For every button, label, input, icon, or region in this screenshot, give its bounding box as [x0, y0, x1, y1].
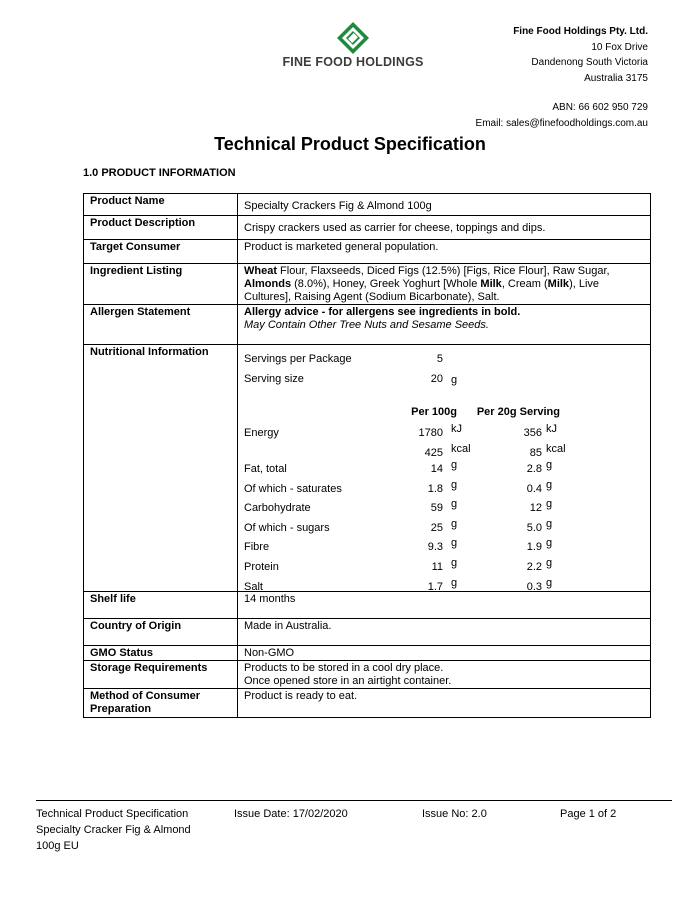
footer-issue-no: Issue No: 2.0: [422, 808, 487, 820]
nutrient-label: Fat, total: [244, 463, 287, 475]
nutrient-per-serving-unit: g: [546, 518, 553, 530]
nutrient-per100-unit: g: [451, 557, 458, 569]
logo-text: FINE FOOD HOLDINGS: [282, 55, 424, 69]
footer-doc-title: Technical Product Specification: [36, 808, 189, 820]
ingredient-text: (8.0%), Honey, Greek Yoghurt [Whole: [291, 278, 481, 290]
servings-value: 5: [436, 353, 443, 365]
energy-kj-unit: kJ: [451, 423, 462, 435]
table-row: [84, 689, 651, 718]
nutrient-per100-value: 11: [431, 561, 443, 573]
serving-size-unit: g: [451, 374, 458, 386]
serving-size-value: 20: [430, 373, 443, 385]
shelf-life-value: 14 months: [238, 592, 651, 619]
company-abn: ABN: 66 602 950 729: [552, 102, 648, 113]
nutrient-per100-unit: g: [451, 498, 458, 510]
footer-page-number: Page 1 of 2: [560, 808, 617, 820]
company-address-block: [476, 24, 648, 131]
nutrient-per-serving-value: 2.8: [526, 463, 542, 475]
energy-kcal-unit: kcal: [451, 443, 471, 455]
allergen-ingredient: Almonds: [244, 278, 292, 290]
nutrient-label: Protein: [244, 561, 279, 573]
nutrient-per100-value: 1.7: [427, 581, 443, 593]
allergen-ingredient: Wheat: [244, 265, 277, 277]
nutrient-per-serving-unit: g: [546, 537, 553, 549]
allergen-advice: Allergy advice - for allergens see ingredients in bold.: [244, 306, 521, 318]
row-label: Method of Consumer Preparation: [84, 689, 238, 718]
table-row: [84, 619, 651, 646]
nutrient-per100-value: 14: [430, 463, 443, 475]
table-row: [84, 305, 651, 345]
nutrient-per-serving-value: 5.0: [526, 522, 542, 534]
nutrient-per100-unit: g: [451, 479, 458, 491]
footer-product-line: Specialty Cracker Fig & Almond: [36, 824, 191, 836]
table-row: [84, 646, 651, 661]
nutrient-per100-value: 59: [430, 502, 443, 514]
table-row: [84, 661, 651, 689]
address-line: Dandenong South Victoria: [531, 57, 648, 68]
nutrient-per-serving-value: 12: [529, 502, 542, 514]
row-label: GMO Status: [84, 646, 238, 661]
energy-kj-per-serving: 356: [523, 427, 542, 439]
nutrient-per-serving-unit: g: [546, 459, 553, 471]
description-value: Crispy crackers used as carrier for cheese, toppings and dips.: [238, 216, 651, 240]
product-name-value: Specialty Crackers Fig & Almond 100g: [238, 194, 651, 216]
row-label: Shelf life: [84, 592, 238, 619]
ingredient-text: , Cream (: [501, 278, 548, 290]
table-row: [84, 264, 651, 305]
nutrient-per-serving-value: 0.4: [526, 483, 542, 495]
nutrient-per-serving-unit: g: [546, 498, 553, 510]
ingredient-text: ), Live Cultures], Raising Agent (Sodium Bicarbonate), Salt.: [244, 278, 600, 303]
nutrient-per100-value: 25: [430, 522, 443, 534]
col-header-per-serving: Per 20g Serving: [476, 406, 560, 418]
nutrient-per100-unit: g: [451, 518, 458, 530]
company-name: Fine Food Holdings Pty. Ltd.: [513, 26, 648, 37]
col-header-per100: Per 100g: [411, 406, 457, 418]
table-row: [84, 240, 651, 264]
nutrient-label: Of which - sugars: [244, 522, 330, 534]
table-row: [84, 345, 651, 592]
nutrient-per-serving-value: 1.9: [526, 541, 542, 553]
serving-size-label: Serving size: [244, 373, 304, 385]
table-row: [84, 216, 651, 240]
spec-table: [83, 193, 651, 718]
allergen-ingredient: Milk: [480, 278, 502, 290]
footer-product-line: 100g EU: [36, 840, 79, 852]
allergen-value: [238, 305, 651, 345]
address-line: 10 Fox Drive: [591, 41, 648, 53]
row-label: Ingredient Listing: [84, 264, 238, 305]
nutrient-per100-value: 9.3: [427, 541, 443, 553]
table-row: [84, 194, 651, 216]
row-label: Storage Requirements: [84, 661, 238, 689]
servings-label: Servings per Package: [244, 353, 352, 365]
nutrient-per-serving-value: 0.3: [526, 581, 542, 593]
footer-divider: [36, 800, 672, 801]
row-label: Product Description: [84, 216, 238, 240]
footer-issue-date: Issue Date: 17/02/2020: [234, 808, 348, 820]
nutrition-panel-cell: [238, 345, 651, 592]
nutrient-per100-unit: g: [451, 537, 458, 549]
target-value: Product is marketed general population.: [238, 240, 651, 264]
storage-line: Products to be stored in a cool dry place.: [244, 662, 444, 674]
allergen-ingredient: Milk: [547, 278, 570, 290]
allergen-may-contain: May Contain Other Tree Nuts and Sesame Seeds.: [244, 319, 489, 331]
row-label: Nutritional Information: [84, 345, 238, 592]
row-label: Product Name: [84, 194, 238, 216]
diamond-logo-icon: [333, 22, 373, 54]
company-email: Email: sales@finefoodholdings.com.au: [475, 117, 648, 129]
nutrient-label: Of which - saturates: [244, 483, 342, 495]
row-label: Target Consumer: [84, 240, 238, 264]
company-logo: [278, 22, 428, 70]
energy-label: Energy: [244, 427, 279, 439]
nutrient-label: Salt: [244, 581, 263, 593]
nutrient-per-serving-unit: g: [546, 479, 553, 491]
prep-value: Product is ready to eat.: [238, 689, 651, 718]
storage-value: [238, 661, 651, 689]
nutrient-label: Carbohydrate: [244, 502, 311, 514]
gmo-value: Non-GMO: [238, 646, 651, 661]
nutrient-per100-unit: g: [451, 577, 458, 589]
page-title: Technical Product Specification: [214, 134, 486, 154]
energy-kj-per100: 1780: [418, 427, 443, 439]
address-line: Australia 3175: [584, 72, 648, 84]
ingredient-text: Flour, Flaxseeds, Diced Figs (12.5%) [Figs, Rice Flour], Raw Sugar,: [277, 265, 610, 277]
row-label: Allergen Statement: [84, 305, 238, 345]
table-row: [84, 592, 651, 619]
ingredients-value: [238, 264, 651, 305]
nutrient-per100-unit: g: [451, 459, 458, 471]
energy-kcal-unit: kcal: [546, 443, 566, 455]
nutrition-panel: [238, 345, 650, 591]
nutrient-per-serving-value: 2.2: [526, 561, 542, 573]
energy-kj-unit: kJ: [546, 423, 557, 435]
energy-kcal-per100: 425: [424, 447, 443, 459]
nutrient-per100-value: 1.8: [427, 483, 443, 495]
origin-value: Made in Australia.: [238, 619, 651, 646]
section-heading: 1.0 PRODUCT INFORMATION: [83, 167, 236, 179]
energy-kcal-per-serving: 85: [529, 447, 542, 459]
nutrient-per-serving-unit: g: [546, 557, 553, 569]
nutrient-label: Fibre: [244, 541, 270, 553]
nutrient-per-serving-unit: g: [546, 577, 553, 589]
row-label: Country of Origin: [84, 619, 238, 646]
footer-doc-info: [36, 806, 191, 854]
storage-line: Once opened store in an airtight container.: [244, 675, 452, 687]
